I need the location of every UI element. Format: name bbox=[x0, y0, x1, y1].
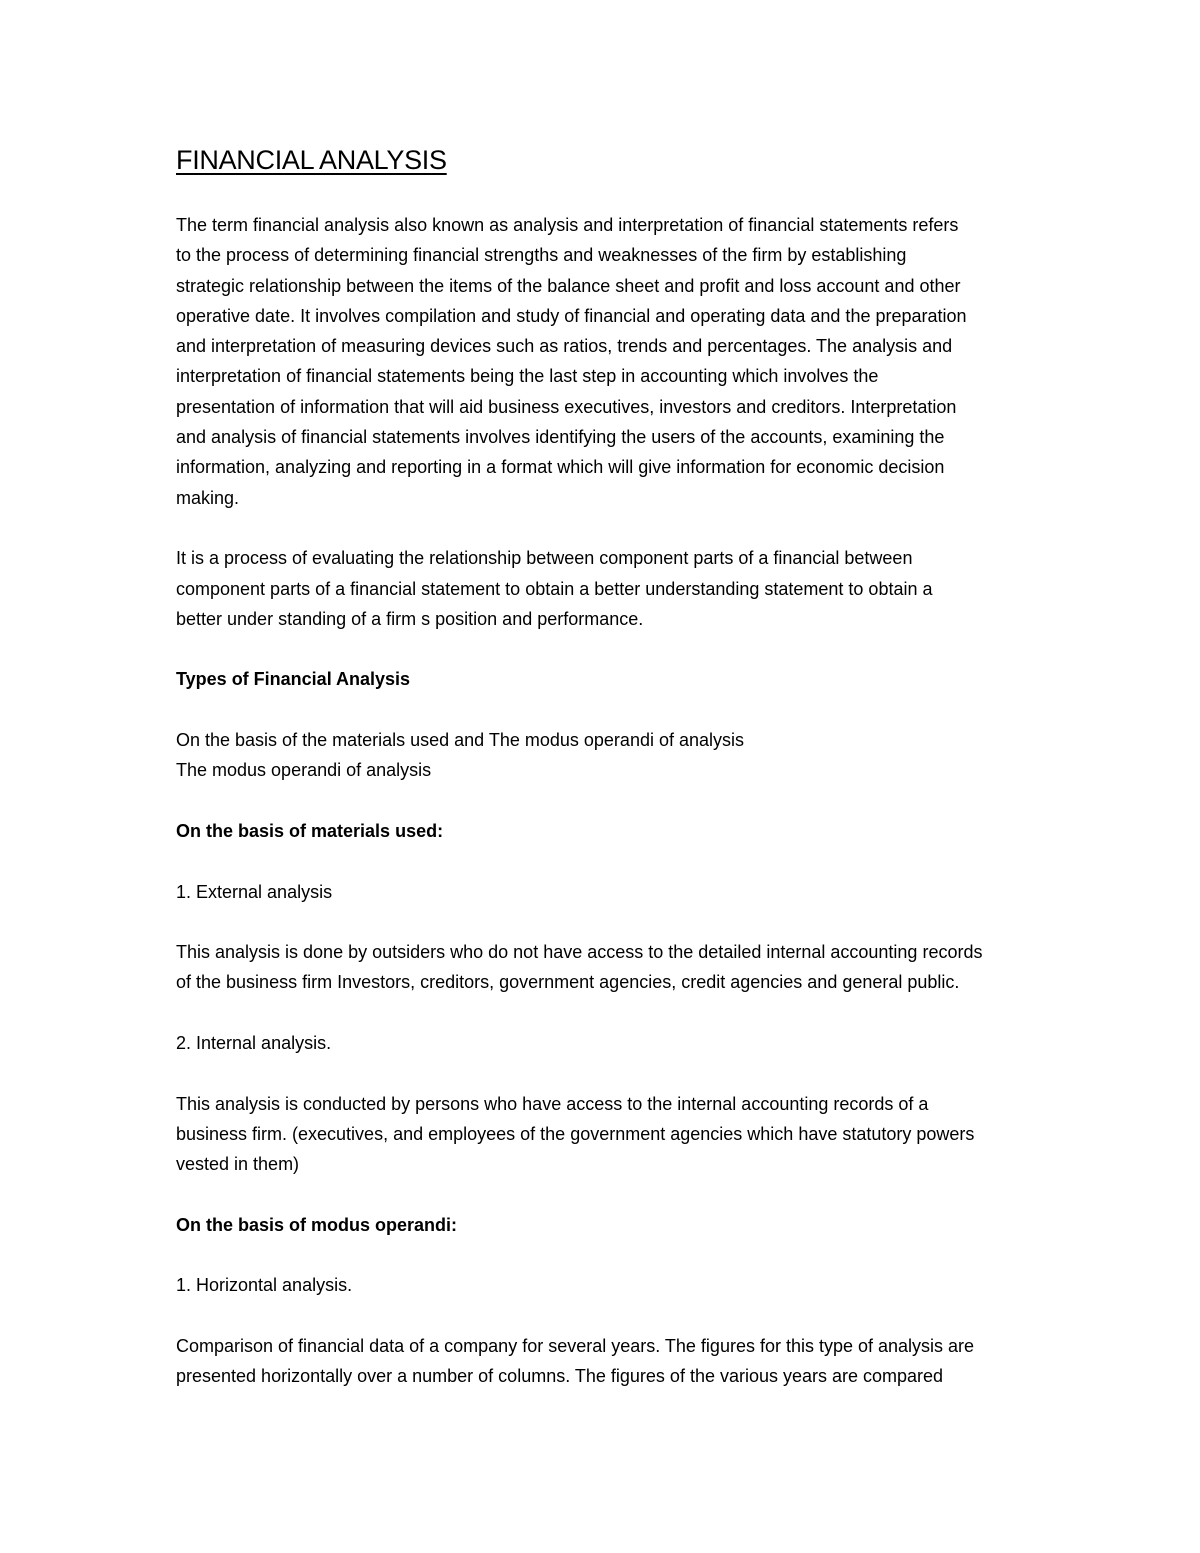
external-analysis-description bbox=[176, 937, 1076, 998]
external-analysis-item: 1. External analysis bbox=[176, 881, 333, 902]
paragraph-line: information, analyzing and reporting in a format which will give information for economic decision bbox=[176, 457, 945, 478]
paragraph-line: This analysis is done by outsiders who do not have access to the detailed internal accounting records bbox=[176, 942, 983, 963]
paragraph-line: and interpretation of measuring devices such as ratios, trends and percentages. The analysis and bbox=[176, 336, 953, 357]
spacer bbox=[176, 846, 1076, 876]
types-line: The modus operandi of analysis bbox=[176, 760, 432, 781]
paragraph-line: presentation of information that will aid business executives, investors and creditors. Interpretation bbox=[176, 396, 957, 417]
internal-analysis-item: 2. Internal analysis. bbox=[176, 1033, 332, 1054]
paragraph-line: Comparison of financial data of a company for several years. The figures for this type of analysis are bbox=[176, 1335, 975, 1356]
paragraph-line: The term financial analysis also known as analysis and interpretation of financial statements refers bbox=[176, 215, 959, 235]
document-page bbox=[176, 140, 1076, 1392]
spacer bbox=[176, 786, 1076, 816]
paragraph-line: to the process of determining financial strengths and weaknesses of the firm by establishing bbox=[176, 245, 907, 266]
intro-paragraph bbox=[176, 210, 1076, 513]
spacer bbox=[176, 695, 1076, 725]
horizontal-analysis-description bbox=[176, 1331, 1076, 1392]
paragraph-line: making. bbox=[176, 487, 240, 508]
types-list bbox=[176, 725, 1076, 786]
paragraph-line: operative date. It involves compilation and study of financial and operating data and the preparation bbox=[176, 305, 967, 326]
paragraph-line: It is a process of evaluating the relationship between component parts of a financial between bbox=[176, 548, 913, 569]
types-line: On the basis of the materials used and The modus operandi of analysis bbox=[176, 730, 745, 751]
document-title: FINANCIAL ANALYSIS bbox=[176, 145, 447, 175]
spacer bbox=[176, 634, 1076, 664]
spacer bbox=[176, 907, 1076, 937]
paragraph-line: business firm. (executives, and employees of the government agencies which have statutory powers bbox=[176, 1123, 975, 1144]
spacer bbox=[176, 1180, 1076, 1210]
paragraph-line: component parts of a financial statement to obtain a better understanding statement to obtain a bbox=[176, 578, 933, 599]
materials-heading: On the basis of materials used: bbox=[176, 820, 444, 841]
spacer bbox=[176, 1240, 1076, 1270]
paragraph-line: presented horizontally over a number of columns. The figures of the various years are compared bbox=[176, 1366, 944, 1387]
process-paragraph bbox=[176, 543, 1076, 634]
paragraph-line: strategic relationship between the items of the balance sheet and profit and loss account and other bbox=[176, 275, 961, 296]
paragraph-line: interpretation of financial statements being the last step in accounting which involves the bbox=[176, 366, 879, 387]
paragraph-line: and analysis of financial statements involves identifying the users of the accounts, examining the bbox=[176, 427, 945, 448]
internal-analysis-description bbox=[176, 1089, 1076, 1180]
paragraph-line: better under standing of a firm s position and performance. bbox=[176, 608, 644, 629]
paragraph-line: This analysis is conducted by persons who have access to the internal accounting records of a bbox=[176, 1093, 929, 1114]
spacer bbox=[176, 1058, 1076, 1088]
horizontal-analysis-item: 1. Horizontal analysis. bbox=[176, 1275, 353, 1296]
types-heading: Types of Financial Analysis bbox=[176, 669, 411, 690]
spacer bbox=[176, 998, 1076, 1028]
paragraph-line: vested in them) bbox=[176, 1154, 300, 1175]
paragraph-line: of the business firm Investors, creditors, government agencies, credit agencies and general public. bbox=[176, 972, 960, 993]
spacer bbox=[176, 513, 1076, 543]
modus-heading: On the basis of modus operandi: bbox=[176, 1214, 458, 1235]
spacer bbox=[176, 1301, 1076, 1331]
